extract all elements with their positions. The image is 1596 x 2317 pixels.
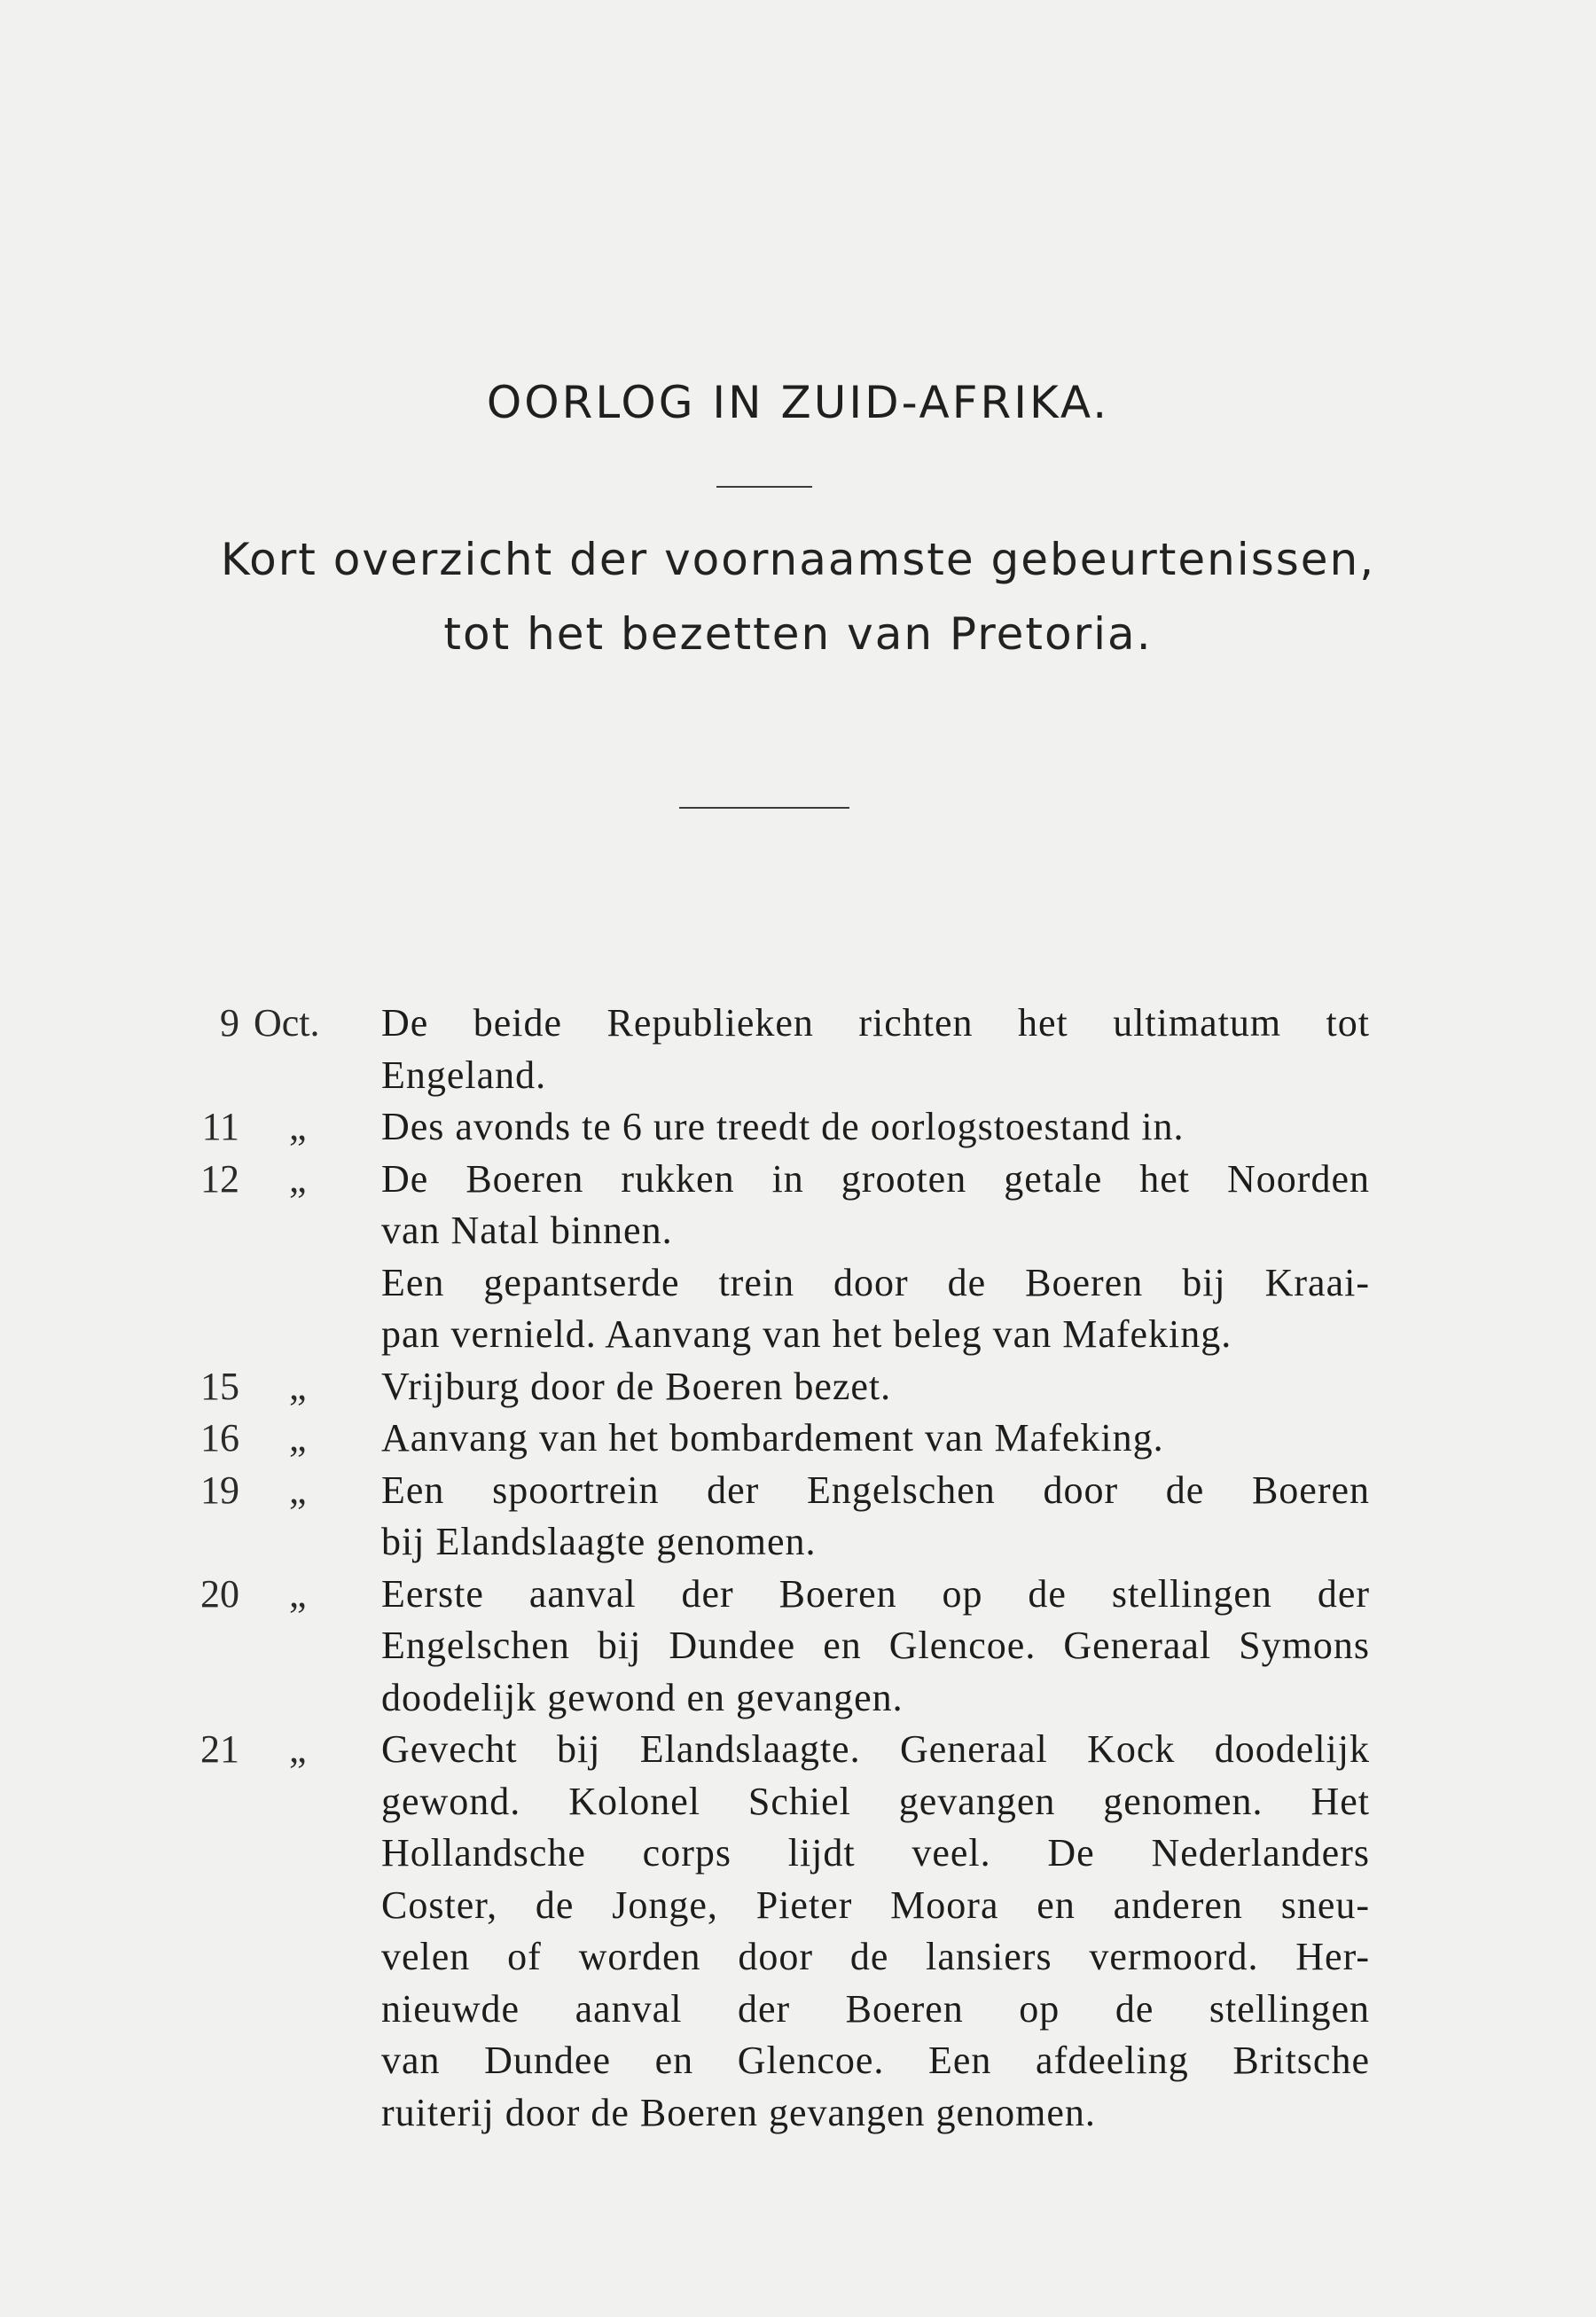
chronicle-line: [0, 1309, 1596, 1360]
entry-text-line: Coster, de Jonge, Pieter Moora en anderen sneu-: [381, 1883, 1370, 1927]
entry-text-line: Hollandsche corps lijdt veel. De Nederlanders: [381, 1831, 1370, 1875]
entry-text-line: Aanvang van het bombardement van Mafeking.: [381, 1416, 1164, 1460]
chronicle-line: [0, 1413, 1596, 1464]
entry-text-line: Des avonds te 6 ure treedt de oorlogstoestand in.: [381, 1105, 1185, 1148]
entry-text-line: velen of worden door de lansiers vermoord. Her-: [381, 1935, 1370, 1978]
chronicle-line: [0, 1672, 1596, 1724]
chronicle-line: [0, 1828, 1596, 1879]
page-title: OORLOG IN ZUID-AFRIKA.: [486, 377, 1110, 428]
chronicle-line: [0, 1257, 1596, 1309]
title-divider: [716, 486, 812, 488]
chronicle-line: [0, 1050, 1596, 1101]
entry-day: 11: [201, 1105, 239, 1148]
entry-text-line: Engelschen bij Dundee en Glencoe. Generaal Symons: [381, 1624, 1370, 1667]
chronicle-line: [0, 1101, 1596, 1153]
entry-text-line: van Dundee en Glencoe. Een afdeeling Britsche: [381, 2039, 1370, 2082]
entry-text-line: Vrijburg door de Boeren bezet.: [381, 1364, 892, 1408]
ditto-mark: „: [289, 1364, 307, 1408]
chronicle-line: [0, 1984, 1596, 2035]
chronicle-line: [0, 1465, 1596, 1516]
chronicle-line: [0, 2035, 1596, 2086]
entry-day: 12: [200, 1156, 239, 1201]
section-divider: [679, 807, 849, 809]
entry-text-line: doodelijk gewond en gevangen.: [381, 1675, 904, 1719]
chronicle-line: [0, 1569, 1596, 1620]
subtitle-line-2: tot het bezetten van Pretoria.: [443, 608, 1153, 660]
entry-text-line: nieuwde aanval der Boeren op de stellingen: [381, 1986, 1370, 2031]
chronicle-line: [0, 1620, 1596, 1671]
chronicle-line: [0, 998, 1596, 1049]
chronicle-line: [0, 1154, 1596, 1205]
chronicle-line: [0, 1880, 1596, 1931]
ditto-mark: „: [289, 1416, 307, 1460]
entry-text-line: De beide Republieken richten het ultimatum tot: [381, 1001, 1370, 1045]
entry-day: 16: [200, 1416, 239, 1460]
entry-text-line: Een spoortrein der Engelschen door de Boeren: [381, 1468, 1370, 1512]
entry-day: 20: [200, 1571, 239, 1616]
chronicle-line: [0, 1361, 1596, 1413]
entry-text-line: Gevecht bij Elandslaagte. Generaal Kock doodelijk: [381, 1727, 1370, 1771]
entry-text-line: Een gepantserde trein door de Boeren bij Kraai-: [381, 1260, 1370, 1304]
entry-text-line: De Boeren rukken in grooten getale het Noorden: [381, 1156, 1370, 1201]
entry-text-line: ruiterij door de Boeren gevangen genomen.: [381, 2090, 1096, 2134]
entry-text-line: Engeland.: [381, 1053, 547, 1097]
ditto-mark: „: [289, 1468, 307, 1512]
chronicle-line: [0, 1205, 1596, 1256]
ditto-mark: „: [289, 1727, 307, 1771]
subtitle-line-1: Kort overzicht der voornaamste gebeurtenissen,: [220, 534, 1376, 585]
ditto-mark: „: [289, 1105, 307, 1148]
entry-text-line: Eerste aanval der Boeren op de stellingen der: [381, 1571, 1370, 1616]
ditto-mark: „: [289, 1571, 307, 1616]
entry-text-line: bij Elandslaagte genomen.: [381, 1520, 817, 1563]
chronicle-line: [0, 1516, 1596, 1568]
chronicle-line: [0, 1931, 1596, 1983]
entry-text-line: gewond. Kolonel Schiel gevangen genomen. Het: [381, 1779, 1370, 1823]
entry-day: 15: [200, 1364, 239, 1408]
chronicle-line: [0, 1776, 1596, 1828]
entry-day: 9: [220, 1001, 239, 1045]
entry-text-line: pan vernield. Aanvang van het beleg van Mafeking.: [381, 1312, 1232, 1356]
entry-text-line: van Natal binnen.: [381, 1209, 673, 1252]
entry-month: Oct.: [254, 1001, 320, 1045]
entry-day: 21: [200, 1727, 239, 1771]
chronicle-line: [0, 1724, 1596, 1775]
chronicle-line: [0, 2087, 1596, 2139]
entry-day: 19: [200, 1468, 239, 1512]
ditto-mark: „: [289, 1156, 307, 1201]
